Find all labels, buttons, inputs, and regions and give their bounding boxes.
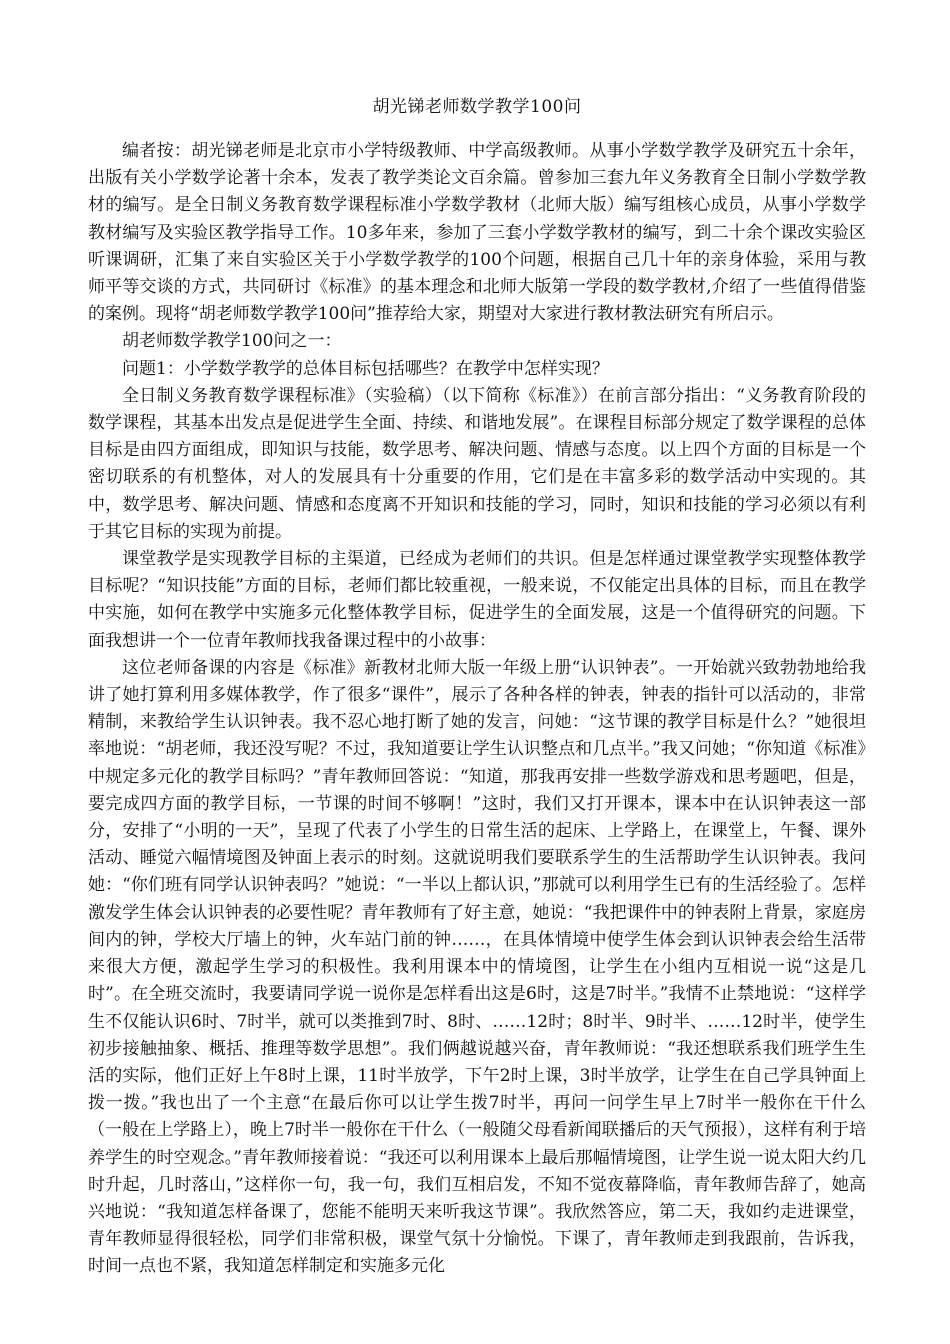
document-page — [88, 92, 866, 1281]
series-heading-paragraph: 胡老师数学教学100问之一： — [122, 331, 342, 352]
standard-goals-paragraph: 全日制义务教育数学课程标准》（实验稿）（以下简称《标准》）在前言部分指出：“义务教育阶段的数学课程，其基本出发点是促进学生全面、持续、和谐地发展”。在课程目标部分规定了数学课程的总体目标是由四方面组成，即知识与技能，数学思考、解决问题、情感与态度。以上四个方面的目标是一个密切联系的有机整体，对人的发展具有十分重要的作用，它们是在丰富多彩的数学活动中实现的。其中，数学思考、解决问题、情感和态度离不开知识和技能的学习，同时，知识和技能的学习必须以有利于其它目标的实现为前提。 — [88, 385, 866, 542]
question-1-paragraph: 问题1：小学数学教学的总体目标包括哪些？在教学中怎样实现？ — [122, 358, 609, 379]
clock-lesson-story-paragraph: 这位老师备课的内容是《标准》新教材北师大版一年级上册“认识钟表”。一开始就兴致勃勃地给我讲了她打算利用多媒体教学，作了很多“课件”，展示了各种各样的钟表，钟表的指针可以活动的，非常精制，来教给学生认识钟表。我不忍心地打断了她的发言，问她：“这节课的教学目标是什么？”她很坦率地说：“胡老师，我还没写呢？不过，我知道要让学生认识整点和几点半。”我又问她；“你知道《标准》中规定多元化的教学目标吗？”青年教师回答说：“知道，那我再安排一些数学游戏和思考题吧，但是，要完成四方面的教学目标，一节课的时间不够啊！”这时，我们又打开课本，课本中在认识钟表这一部分，安排了“小明的一天”，呈现了代表了小学生的日常生活的起床、上学路上，在课堂上，午餐、课外活动、睡觉六幅情境图及钟面上表示的时刻。这就说明我们要联系学生的生活帮助学生认识钟表。我问她：“你们班有同学认识钟表吗？”她说：“一半以上都认识，”那就可以利用学生已有的生活经验了。怎样激发学生体会认识钟表的必要性呢？青年教师有了好主意，她说：“我把课件中的钟表附上背景，家庭房间内的钟，学校大厅墙上的钟，火车站门前的钟……，在具体情境中使学生体会到认识钟表会给生活带来很大方便，激起学生学习的积极性。我利用课本中的情境图，让学生在小组内互相说一说“这是几时”。在全班交流时，我要请同学说一说你是怎样看出这是6时，这是7时半。”我情不止禁地说：“这样学生不仅能认识6时、7时半，就可以类推到7时、8时、……12时；8时半、9时半、……12时半，使学生初步接触抽象、概括、推理等数学思想”。我们俩越说越兴奋，青年教师说：“我还想联系我们班学生生活的实际，他们正好上午8时上课，11时半放学，下午2时上课，3时半放学，让学生在自己学具钟面上拨一拨。”我也出了一个主意“在最后你可以让学生拨7时半，再问一问学生早上7时半一般你在干什么（一般在上学路上），晚上7时半一般你在干什么（一般随父母看新闻联播后的天气预报），这样有利于培养学生的时空观念。”青年教师接着说：“我还可以利用课本上最后那幅情境图，让学生说一说太阳大约几时升起，几时落山，”这样你一句，我一句，我们互相启发，不知不觉夜幕降临，青年教师告辞了，她高兴地说：“我知道怎样备课了，您能不能明天来听我这节课”。我欣然答应，第二天，我如约走进课堂，青年教师显得很轻松，同学们非常积极，课堂气氛十分愉悦。下课了，青年教师走到我跟前，告诉我，时间一点也不紧，我知道怎样制定和实施多元化 — [88, 657, 866, 1277]
editor-note-paragraph: 编者按：胡光锑老师是北京市小学特级教师、中学高级教师。从事小学数学教学及研究五十余年，出版有关小学数学论著十余本，发表了教学类论文百余篇。曾参加三套九年义务教育全日制小学数学教材的编写。是全日制义务教育数学课程标准小学数学教材（北师大版）编写组核心成员，从事小学数学教材编写及实验区教学指导工作。10多年来，参加了三套小学数学教材的编写，到二十余个课改实验区听课调研，汇集了来自实验区关于小学数学教学的100个问题，根据自己几十年的亲身体验，采用与教师平等交谈的方式，共同研讨《标准》的基本理念和北师大版第一学段的数学教材,介绍了一些值得借鉴的案例。现将“胡老师数学教学100问”推荐给大家，期望对大家进行教材教法研究有所启示。 — [88, 141, 866, 325]
classroom-teaching-paragraph: 课堂教学是实现教学目标的主渠道，已经成为老师们的共识。但是怎样通过课堂教学实现整体教学目标呢？“知识技能”方面的目标，老师们都比较重视，一般来说，不仅能定出具体的目标，而且在教学中实施，如何在教学中实施多元化整体教学目标，促进学生的全面发展，这是一个值得研究的问题。下面我想讲一个一位青年教师找我备课过程中的小故事： — [88, 549, 866, 651]
document-title: 胡光锑老师数学教学100问 — [372, 97, 582, 117]
